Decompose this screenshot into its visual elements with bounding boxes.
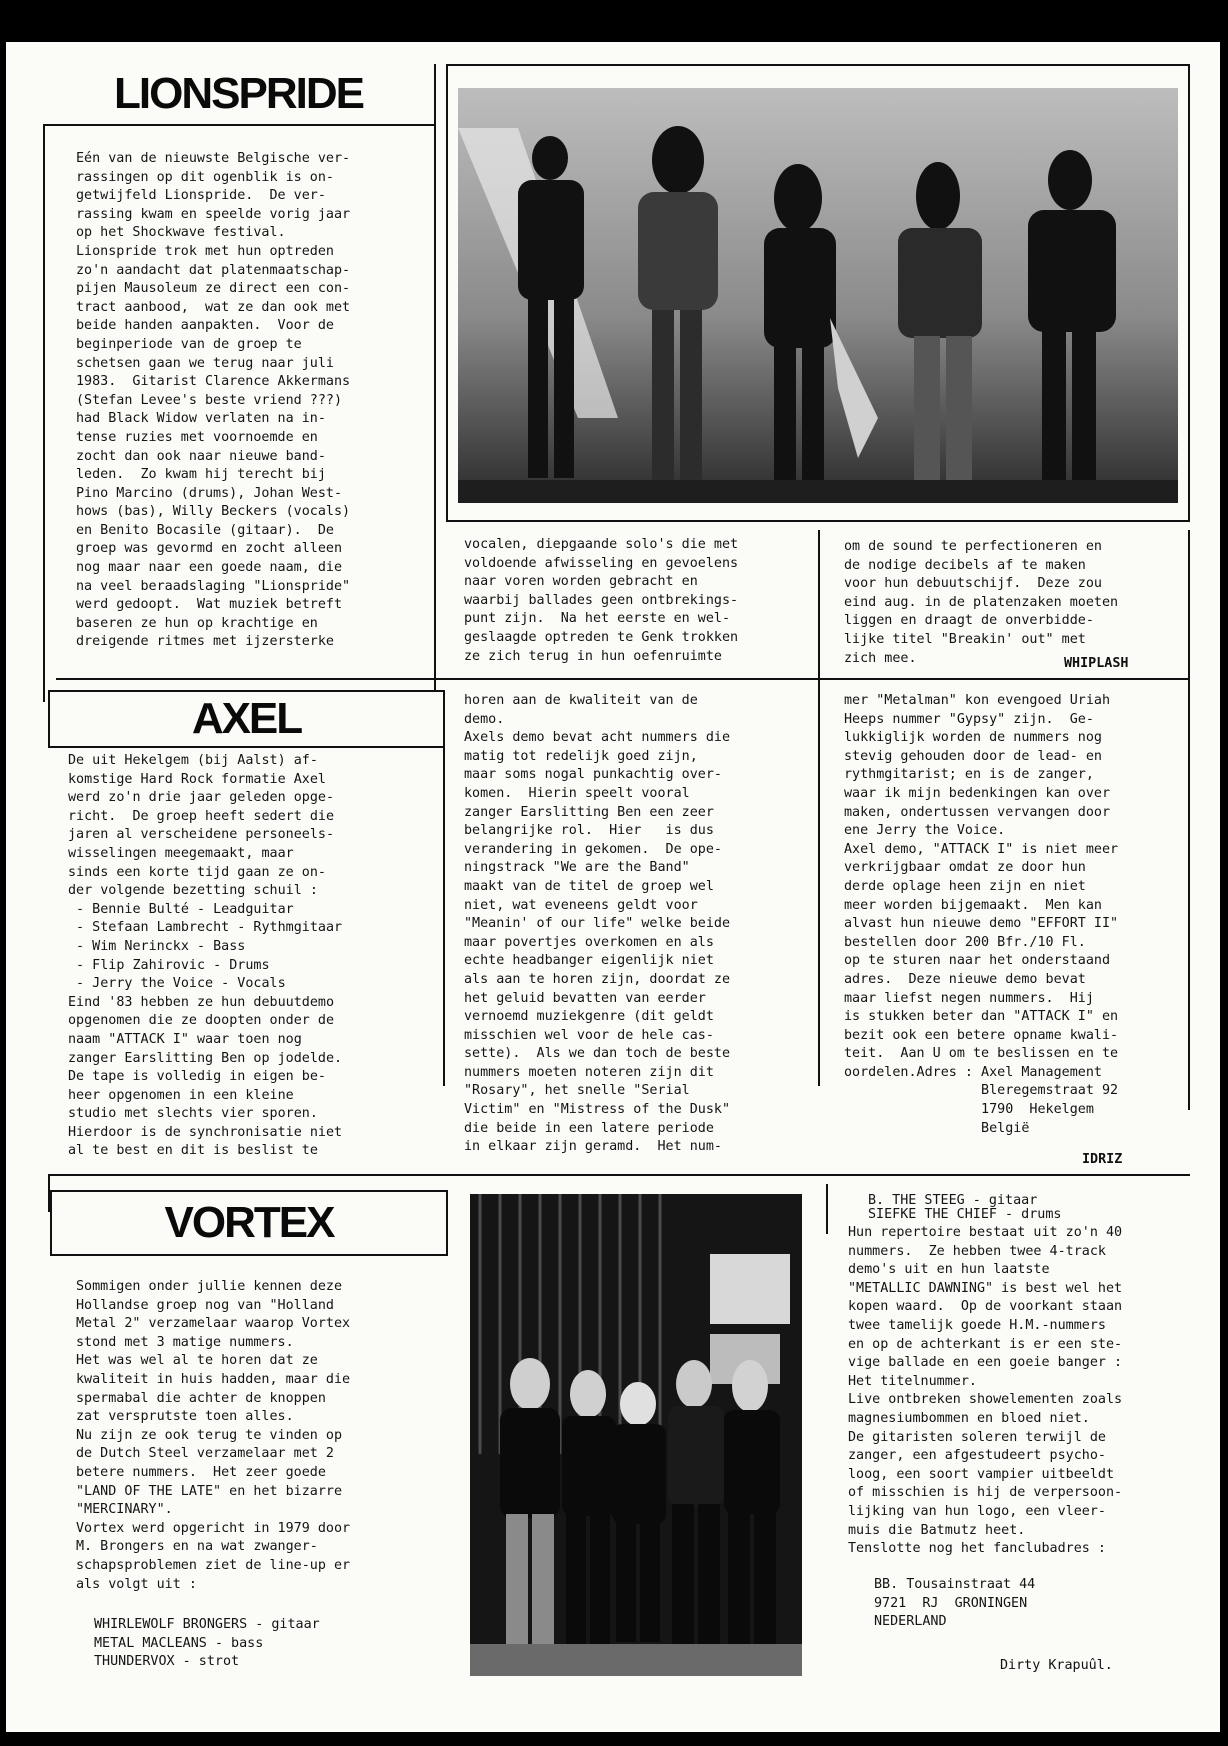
rule: [43, 64, 45, 702]
vortex-column-1: Sommigen onder jullie kennen deze Hollandse groep nog van "Holland Metal 2" verzamelaar waarop Vortex stond met 3 matige nummers. Het was wel al te horen dat ze kwaliteit in huis hadden, maar die spermabal die achter de knoppen zat versprutste toen alles. Nu zijn ze ook terug te vinden op de Dutch Steel verzamelaar met 2 betere nummers. Het zeer goede "LAND OF THE LATE" en het bizarre "MERCINARY". Vortex werd opgericht in 1979 door M. Brongers en na wat zwanger- schapsproblemen ziet de line-up er als volgt uit :: [76, 1279, 351, 1592]
lionspride-column-1: Eén van de nieuwste Belgische ver- rassingen op dit ogenblik is on- getwijfeld Lionspride. De ver- rassing kwam en speelde vorig jaar op het Shockwave festival. Lionspride trok met hun optreden zo'n aandacht dat platenmaatschap- pijen Mausoleum ze direct een con- tract aanbood, wat ze dan ook met beide handen aanpakten. Voor de beginperiode van de groep te schetsen gaan we terug naar juli 1983. Gitarist Clarence Akkermans (Stefan Levee's beste vriend ???) had Black Widow verlaten na in- tense ruzies met voornoemde en zocht dan ook naar nieuwe band- leden. Zo kwam hij terecht bij Pino Marcino (drums), Johan West- hows (bas), Willy Beckers (vocals) en Benito Bocasile (gitaar). De groep was gevormd en zocht alleen nog maar naar een goede naam, die na veel beraadslaging "Lionspride" werd gedoopt. Wat muziek betreft baseren ze hun op krachtige en dreigende ritmes met ijzersterke: [76, 151, 351, 650]
band-photo-image: [458, 88, 1178, 503]
vortex-fanclub-address: BB. Tousainstraat 44 9721 RJ GRONINGEN NEDERLAND: [874, 1577, 1036, 1630]
band-photo-image: [470, 1194, 802, 1676]
lionspride-band-photo: [458, 88, 1178, 503]
vortex-lineup: WHIRLEWOLF BRONGERS - gitaar METAL MACLEANS - bass THUNDERVOX - strot: [94, 1617, 320, 1670]
rule: [818, 690, 820, 1086]
title-text: AXEL: [191, 694, 302, 743]
section-title-vortex: [50, 1190, 448, 1256]
axel-column-2: horen aan de kwaliteit van de demo. Axels demo bevat acht nummers die matig tot redelijk goed zijn, maar soms nogal punkachtig over- komen. Hierin speelt vooral zanger Earslitting Ben een zeer belangrijke rol. Hier is dus verandering in gekomen. De ope- ningstrack "We are the Band" maakt van de titel de groep wel niet, wat eveneens geldt voor "Meanin' of our life" welke beide maar povertjes overkomen en als echte headbanger eigenlijk niet als aan te horen zijn, doordat ze het geluid bevatten van eerder vernoemd muziekgenre (dit geldt misschien wel voor de hele cas- sette). Als we dan toch de beste nummers moeten noteren zijn dit "Rosary", het snelle "Serial Victim" en "Mistress of the Dusk" die beide in een latere periode in elkaar zijn geramd. Het num-: [464, 693, 731, 1155]
rule: [1188, 64, 1190, 520]
lionspride-signature: WHIPLASH: [1064, 656, 1129, 671]
rule: [1188, 690, 1190, 1110]
rule: [818, 530, 820, 695]
rule: [1188, 530, 1190, 702]
vortex-signature: Dirty Krapuûl.: [1000, 1658, 1113, 1673]
lionspride-column-3: om de sound te perfectioneren en de nodige decibels af te maken voor hun debuutschijf. Deze zou eind aug. in de platenzaken moeten liggen en draagt de onverbidde- lijke titel "Breakin' out" met zich mee.: [844, 539, 1119, 666]
section-divider: [48, 1174, 1190, 1176]
axel-column-1: De uit Hekelgem (bij Aalst) af- komstige Hard Rock formatie Axel werd zo'n drie jaar geleden opge- richt. De groep heeft sedert die jaren al verscheidene personeels- wisselingen meegemaakt, maar sinds een korte tijd gaan ze on- der volgende bezetting schuil : - Bennie Bulté - Leadguitar - Stefaan Lambrecht - Rythmgitaar - Wim Nerinckx - Bass - Flip Zahirovic - Drums - Jerry the Voice - Vocals Eind '83 hebben ze hun debuutdemo opgenomen die ze doopten onder de naam "ATTACK I" waar toen nog zanger Earslitting Ben op jodelde. De tape is volledig in eigen be- heer opgenomen in een kleine studio met slechts vier sporen. Hierdoor is de synchronisatie niet al te best en dit is beslist te: [68, 753, 343, 1159]
rule: [443, 690, 445, 1086]
rule: [826, 1184, 828, 1234]
vortex-band-photo: [470, 1194, 802, 1676]
vortex-column-3: Hun repertoire bestaat uit zo'n 40 nummers. Ze hebben twee 4-track demo's uit en hun laatste "METALLIC DAWNING" is best wel het kopen waard. Op de voorkant staan twee tamelijk goede H.M.-nummers en op de achterkant is er een ste- vige ballade en een goeie banger : Het titelnummer. Live ontbreken showelementen zoals magnesiumbommen en bloed niet. De gitaristen soleren terwijl de zanger, een afgestudeert psycho- loog, een soort vampier uitbeeldt of misschien is hij de verpersoon- lijking van hun logo, een vleer- muis die Batmutz heet. Tenslotte nog het fanclubadres :: [848, 1225, 1123, 1557]
title-text: VORTEX: [164, 1198, 334, 1247]
axel-column-3: mer "Metalman" kon evengoed Uriah Heeps nummer "Gypsy" zijn. Ge- lukkiglijk worden de nummers nog stevig gehouden door de lead- en rythmgitarist; en is de zanger, waar ik mijn bedenkingen kan over maken, ondertussen vervangen door ene Jerry the Voice. Axel demo, "ATTACK I" is niet meer verkrijgbaar omdat ze door hun derde oplage heen zijn en niet meer worden bijgemaakt. Men kan alvast hun nieuwe demo "EFFORT II" bestellen door 200 Bfr./10 Fl. op te sturen naar het onderstaand adres. Deze nieuwe demo bevat maar liefst negen nummers. Hij is stukken beter dan "ATTACK I" en bezit ook een betere opname kwali- teit. Aan U om te beslissen en te oordelen.Adres : Axel Management Bleregemstraat 92 1790 Hekelgem België: [844, 693, 1119, 1136]
rule: [446, 520, 1190, 522]
rule: [434, 64, 436, 702]
section-title-lionspride: [43, 64, 434, 126]
magazine-page: [6, 42, 1220, 1732]
axel-signature: IDRIZ: [1082, 1152, 1123, 1167]
vortex-column-3-top: B. THE STEEG - gitaar SIEFKE THE CHIEF - drums: [868, 1193, 1062, 1222]
rule: [446, 64, 1190, 66]
section-title-axel: [48, 690, 445, 748]
rule: [446, 64, 448, 520]
title-text: LIONSPRIDE: [114, 69, 363, 118]
section-divider: [56, 678, 1190, 680]
lionspride-column-2: vocalen, diepgaande solo's die met voldoende afwisseling en gevoelens naar voren worden gebracht en waarbij ballades geen ontbrekings- punt zijn. Na het eerste en wel- geslaagde optreden te Genk trokken ze zich terug in hun oefenruimte: [464, 537, 739, 664]
